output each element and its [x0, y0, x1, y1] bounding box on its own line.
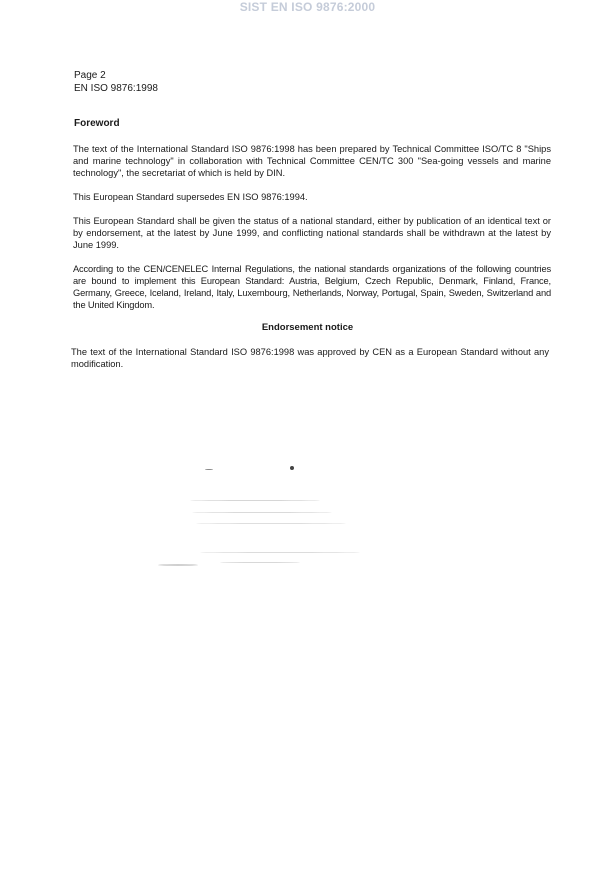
- page-header: [74, 69, 158, 95]
- watermark: SIST EN ISO 9876:2000: [239, 0, 376, 14]
- endorsement-heading: Endorsement notice: [261, 322, 354, 333]
- foreword-paragraph-3: This European Standard shall be given the status of a national standard, either by publication of an identical text or by endorsement, at the latest by June 1999, and conflicting national standards shall be withdrawn at the latest by June 1999.: [73, 216, 551, 250]
- document-id: EN ISO 9876:1998: [74, 83, 158, 94]
- foreword-paragraph-2: This European Standard supersedes EN ISO 9876:1994.: [73, 192, 308, 202]
- foreword-paragraph-4: According to the CEN/CENELEC Internal Regulations, the national standards organizations of the following countries are bound to implement this European Standard: Austria, Belgium, Czech Republic, Denmark, Finland, France, Germany, Greece, Iceland, Ireland, Italy, Luxembourg, Netherlands, Norway, Portugal, Spain, Sweden, Switzerland and the United Kingdom.: [73, 264, 551, 310]
- scan-artifact: [150, 460, 390, 590]
- foreword-paragraph-1: The text of the International Standard ISO 9876:1998 has been prepared by Technical Committee ISO/TC 8 "Ships and marine technology" in collaboration with Technical Committee CEN/TC 300 "Sea-going vessels and marine technology", the secretariat of which is held by DIN.: [73, 144, 551, 178]
- page-number: Page 2: [74, 70, 106, 81]
- endorsement-paragraph: The text of the International Standard ISO 9876:1998 was approved by CEN as a European Standard without any modification.: [71, 347, 549, 369]
- foreword-heading: Foreword: [74, 118, 120, 129]
